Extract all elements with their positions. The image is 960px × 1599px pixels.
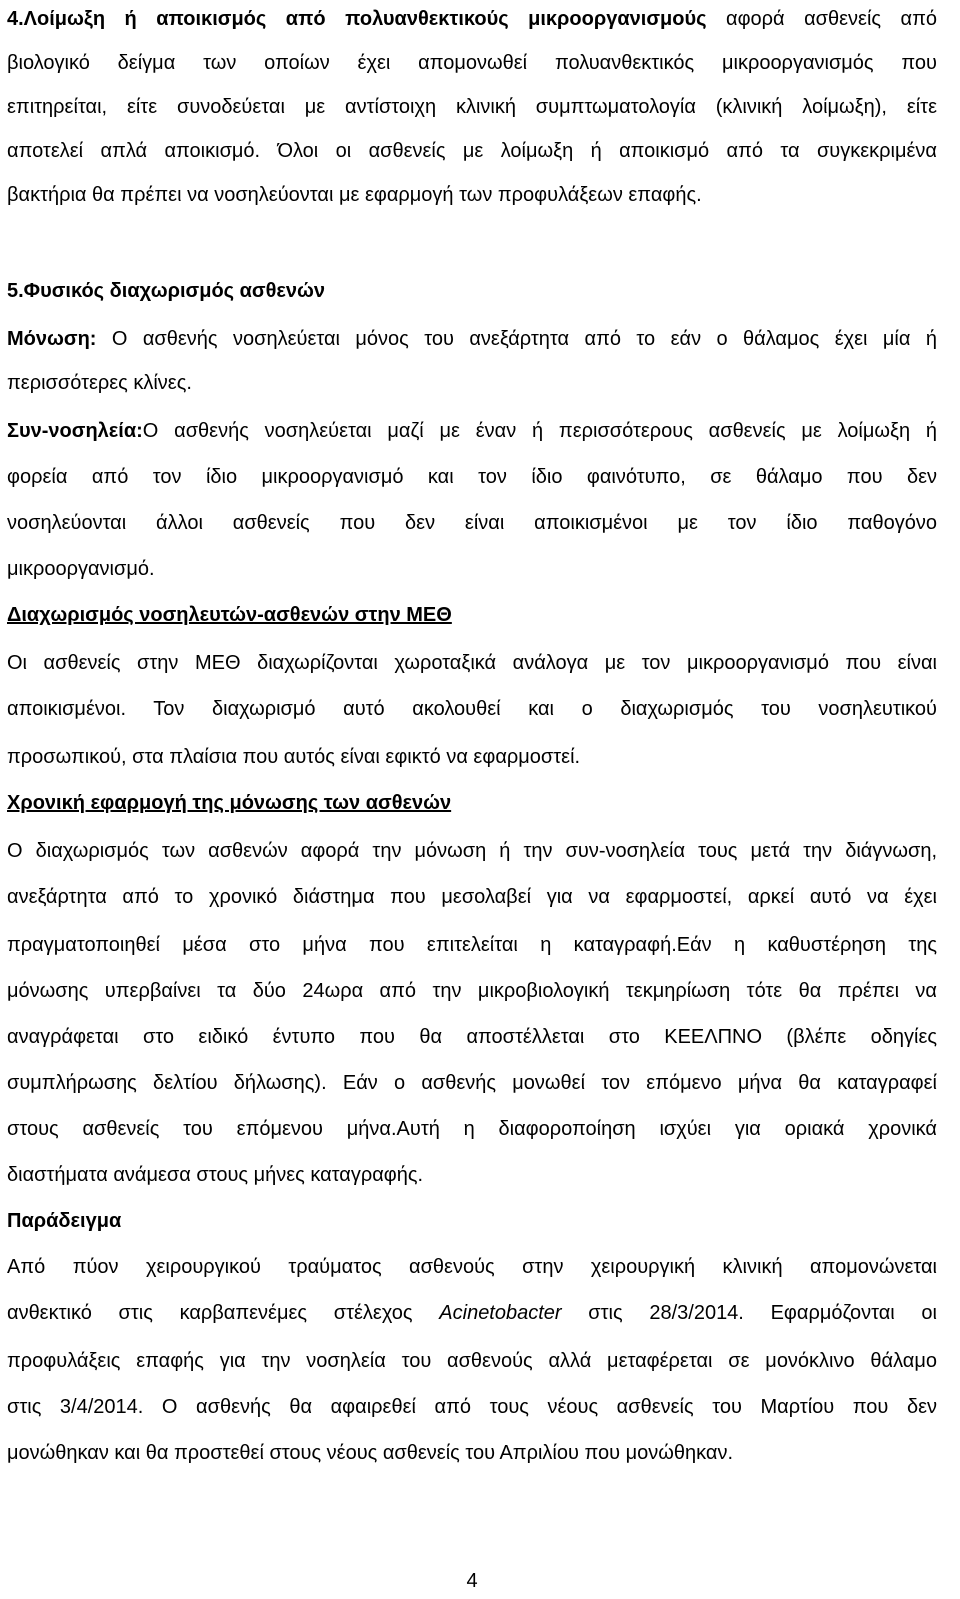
example-heading: Παράδειγμα [7, 1210, 122, 1232]
timing-line-8: διαστήματα ανάμεσα στους μήνες καταγραφής. [7, 1164, 424, 1186]
section-4-line-5: βακτήρια θα πρέπει να νοσηλεύονται με εφαρμογή των προφυλάξεων επαφής. [7, 184, 702, 206]
section-4-line-1: 4.Λοίμωξη ή αποικισμός από πολυανθεκτικούς μικροοργανισμούς αφορά ασθενείς από [7, 8, 937, 30]
icu-line-2: αποικισμένοι. Τον διαχωρισμό αυτό ακολουθεί και ο διαχωρισμός του νοσηλευτικού [7, 698, 937, 720]
section-4-line-2: βιολογικό δείγμα των οποίων έχει απομονωθεί πολυανθεκτικός μικροοργανισμός που [7, 52, 937, 74]
timing-line-6: συμπλήρωσης δελτίου δήλωσης). Εάν ο ασθενής μονωθεί τον επόμενο μήνα θα καταγραφεί [7, 1072, 937, 1094]
example-line-5: μονώθηκαν και θα προστεθεί στους νέους ασθενείς του Απριλίου που μονώθηκαν. [7, 1442, 733, 1464]
document-page [7, 0, 937, 1599]
synnosileia-line-3: νοσηλεύονται άλλοι ασθενείς που δεν είναι αποικισμένοι με τον ίδιο παθογόνο [7, 512, 937, 534]
example-line-4: στις 3/4/2014. Ο ασθενής θα αφαιρεθεί από τους νέους ασθενείς του Μαρτίου που δεν [7, 1396, 937, 1418]
timing-line-2: ανεξάρτητα από το χρονικό διάστημα που μεσολαβεί για να εφαρμοστεί, αρκεί αυτό να έχει [7, 886, 937, 908]
example-line-1: Από πύον χειρουργικού τραύματος ασθενούς στην χειρουργική κλινική απομονώνεται [7, 1256, 937, 1278]
timing-heading: Χρονική εφαρμογή της μόνωσης των ασθενών [7, 792, 452, 814]
timing-line-7: στους ασθενείς του επόμενου μήνα.Αυτή η διαφοροποίηση ισχύει για οριακά χρονικά [7, 1118, 937, 1140]
icu-line-3: προσωπικού, στα πλαίσια που αυτός είναι εφικτό να εφαρμοστεί. [7, 746, 581, 768]
synnosileia-line-2: φορεία από τον ίδιο μικροοργανισμό και τον ίδιο φαινότυπο, σε θάλαμο που δεν [7, 466, 937, 488]
timing-line-4: μόνωσης υπερβαίνει τα δύο 24ωρα από την μικροβιολογική τεκμηρίωση τότε θα πρέπει να [7, 980, 937, 1002]
timing-line-5: αναγράφεται στο ειδικό έντυπο που θα αποστέλλεται στο ΚΕΕΛΠΝΟ (βλέπε οδηγίες [7, 1026, 937, 1048]
monosi-line-1: Μόνωση: Ο ασθενής νοσηλεύεται μόνος του ανεξάρτητα από το εάν ο θάλαμος έχει μία ή [7, 328, 937, 350]
example-line-3: προφυλάξεις επαφής για την νοσηλεία του ασθενούς αλλά μεταφέρεται σε μονόκλινο θάλαμο [7, 1350, 937, 1372]
acinetobacter-term: Acinetobacter [439, 1302, 562, 1324]
synnosileia-label: Συν-νοσηλεία: [7, 420, 143, 442]
monosi-line-2: περισσότερες κλίνες. [7, 372, 192, 394]
section-4-paragraph [7, 6, 937, 208]
monosi-label: Μόνωση: [7, 328, 97, 350]
page-number: 4 [466, 1570, 478, 1592]
timing-line-1: Ο διαχωρισμός των ασθενών αφορά την μόνωση ή την συν-νοσηλεία τους μετά την διάγνωση, [7, 840, 937, 862]
section-4-line-4: αποτελεί απλά αποικισμό. Όλοι οι ασθενείς με λοίμωξη ή αποικισμό από τα συγκεκριμένα [7, 140, 937, 162]
timing-line-3: πραγματοποιηθεί μέσα στο μήνα που επιτελείται η καταγραφή.Εάν η καθυστέρηση της [7, 934, 937, 956]
section-4-title: 4.Λοίμωξη ή αποικισμός από πολυανθεκτικούς μικροοργανισμούς [7, 8, 707, 30]
icu-heading: Διαχωρισμός νοσηλευτών-ασθενών στην ΜΕΘ [7, 604, 452, 626]
section-5-heading: 5.Φυσικός διαχωρισμός ασθενών [7, 280, 326, 302]
example-line-2: ανθεκτικό στις καρβαπενέμες στέλεχος Acinetobacter στις 28/3/2014. Εφαρμόζονται οι [7, 1302, 937, 1324]
synnosileia-line-1: Συν-νοσηλεία:Ο ασθενής νοσηλεύεται μαζί με έναν ή περισσότερους ασθενείς με λοίμωξη ή [7, 420, 937, 442]
icu-line-1: Οι ασθενείς στην ΜΕΘ διαχωρίζονται χωροταξικά ανάλογα με τον μικροοργανισμό που είναι [7, 652, 937, 674]
synnosileia-line-4: μικροοργανισμό. [7, 558, 155, 580]
section-4-line-3: επιτηρείται, είτε συνοδεύεται με αντίστοιχη κλινική συμπτωματολογία (κλινική λοίμωξη), είτε [7, 96, 937, 118]
